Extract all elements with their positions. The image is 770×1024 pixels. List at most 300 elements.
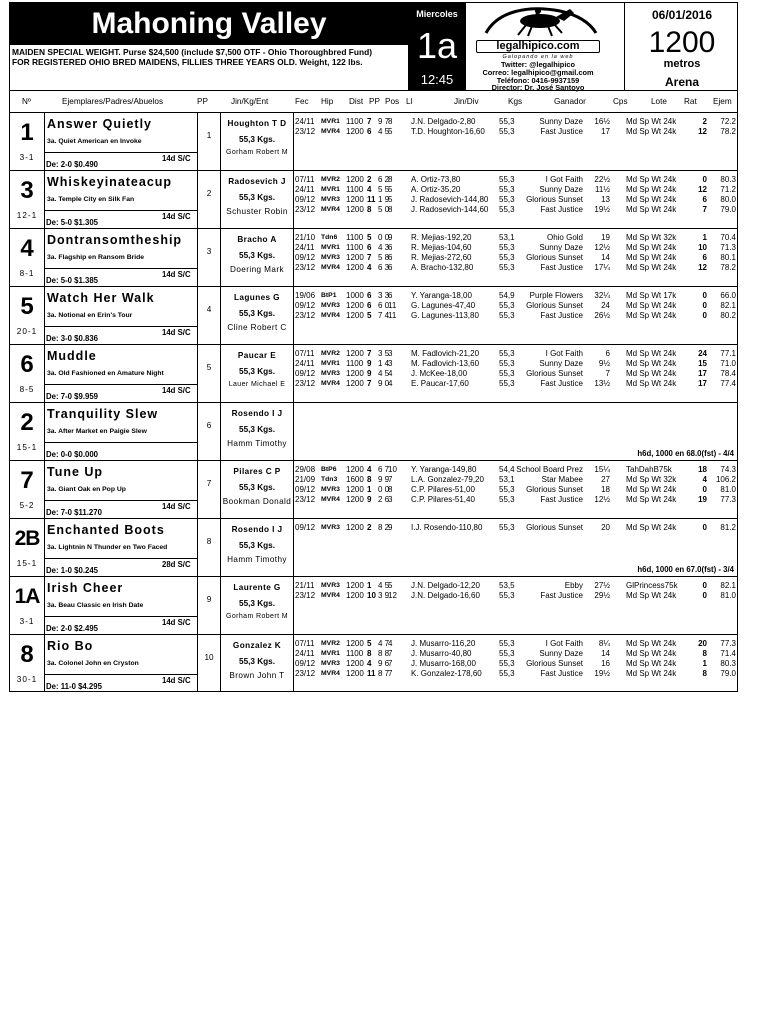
past-race-winner: Sunny Daze [539,649,583,658]
past-race-finish: 4 [388,369,393,378]
past-race-post: 7 [367,379,372,388]
past-race-track: MVR3 [321,660,340,667]
race-day: Miercoles [416,9,458,19]
past-performance-cell [294,345,738,402]
past-performance-cell [294,229,738,286]
horse-record-row [45,500,197,518]
past-race-date: 23/12 [295,263,316,272]
horse-record-row [45,152,197,170]
past-race-margin: 15¼ [594,465,610,474]
legalhipico-logo [468,3,624,91]
past-race-date: 09/12 [295,523,316,532]
past-race-class: Md Sp Wt 24k [626,495,677,504]
past-race-class: Md Sp Wt 24k [626,301,677,310]
race-number: 1a [416,25,458,66]
past-race-winner: Ohio Gold [546,233,583,242]
past-race-class: Md Sp Wt 24k [626,117,677,126]
past-race-rating: 15 [698,359,707,368]
past-race-jockey-dividend: R. Mejias-192,20 [411,233,472,242]
past-race-time: 74.3 [720,465,736,474]
horse-record-row [45,674,197,692]
past-race-finish: 6 [388,291,393,300]
past-race-post: 7 [367,253,372,262]
past-race-row [294,127,738,137]
past-race-finish: 9 [388,233,393,242]
horse-name: Whiskeyinateacup [47,175,173,189]
past-race-distance: 1100 [346,185,364,194]
program-number-cell [10,519,45,576]
past-race-margin: 17 [601,127,610,136]
past-race-class: Md Sp Wt 24k [626,669,677,678]
past-race-date: 21/11 [295,581,315,590]
past-race-weight: 55,3 [499,205,515,214]
col-hip: Hip [321,97,334,106]
past-race-class: Md Sp Wt 32k [626,233,677,242]
past-race-jockey-dividend: C.P. Pilares-51,40 [411,495,475,504]
past-race-finish: 7 [388,659,393,668]
jockey-name: Paucar E [237,351,277,360]
assigned-weight: 55,3 Kgs. [239,135,275,144]
past-race-winner: Glorious Sunset [526,301,583,310]
col-kgs: Kgs [508,97,523,106]
logo-site: legalhipico.com [476,40,600,53]
horse-pedigree: 3a. Old Fashioned en Amature Night [47,370,164,377]
past-race-time: 82.1 [720,301,736,310]
past-race-jockey-dividend: J.N. Delgado-2,80 [411,117,476,126]
past-race-jockey-dividend: C.P. Pilares-51,00 [411,485,475,494]
past-race-time: 72.2 [720,117,736,126]
past-race-row [294,485,738,495]
past-race-jockey-dividend: J. McKee-18,00 [411,369,468,378]
past-race-rating: 20 [698,639,707,648]
past-performance-cell [294,635,738,692]
past-race-finish: 6 [388,253,393,262]
past-race-distance: 1200 [346,311,364,320]
past-race-margin: 16 [601,659,610,668]
jockey-name: Pilares C P [233,467,281,476]
latest-workout: h6d, 1000 en 67.0(fst) - 3/4 [637,565,734,574]
past-race-winner: Star Mabee [541,475,583,484]
past-race-margin: 27½ [594,581,610,590]
past-race-finish: 8 [388,485,393,494]
logo-director: Director: Dr. José Santoyo [491,83,585,92]
past-race-weight: 55,3 [499,649,515,658]
past-race-time: 81.0 [720,591,736,600]
assigned-weight: 55,3 Kgs. [239,309,275,318]
past-race-jockey-dividend: L.A. Gonzalez-79,20 [411,475,484,484]
past-race-jockey-dividend: Y. Yaranga-149,80 [411,465,477,474]
past-race-date: 09/12 [295,369,316,378]
conditions-line-2: FOR REGISTERED OHIO BRED MAIDENS, FILLIES THREE YEARS OLD. Weight, 122 lbs. [12,57,363,67]
past-race-finish: 3 [388,359,393,368]
horse-record-row [45,210,197,228]
past-race-weight: 54,9 [499,291,515,300]
past-performance-cell [294,577,738,634]
past-race-winner: Glorious Sunset [526,659,583,668]
past-race-jockey-dividend: M. Fadlovich-21,20 [411,349,480,358]
past-race-finish: 9 [388,523,393,532]
past-race-rating: 17 [698,369,707,378]
past-race-jockey-dividend: A. Bracho-132,80 [411,263,474,272]
past-race-class: Md Sp Wt 24k [626,205,677,214]
past-race-class: Md Sp Wt 24k [626,311,677,320]
past-race-row [294,591,738,601]
past-race-positions: 6 0 [378,301,390,310]
horse-pedigree: 3a. Giant Oak en Pop Up [47,486,126,493]
post-position: 3 [206,247,212,256]
past-race-winner: Glorious Sunset [526,195,583,204]
past-race-class: Md Sp Wt 24k [626,349,677,358]
past-race-date: 24/11 [295,649,315,658]
past-race-post: 5 [367,233,372,242]
past-race-class: Md Sp Wt 24k [626,639,677,648]
jockey-name: Rosendo I J [231,409,283,418]
past-race-time: 71.3 [720,243,736,252]
past-race-distance: 1200 [346,659,364,668]
program-number: 1A [14,585,40,608]
past-race-post: 9 [367,359,372,368]
past-performance-cell [294,287,738,344]
past-race-post: 1 [367,581,372,590]
past-race-winner: Sunny Daze [539,117,583,126]
past-race-row [294,263,738,273]
past-race-row [294,243,738,253]
past-race-track: MVR3 [321,254,340,261]
past-race-rating: 18 [698,465,707,474]
past-race-finish: 5 [388,185,393,194]
jockey-cell [221,577,294,634]
past-race-distance: 1100 [346,649,364,658]
past-race-weight: 55,3 [499,349,515,358]
past-race-winner: Fast Justice [540,495,583,504]
past-race-distance: 1100 [346,117,364,126]
days-since-race: 14d S/C [162,212,191,221]
col-jockey: Jin/Kg/Ent [231,97,269,106]
past-race-distance: 1200 [346,195,364,204]
past-race-distance: 1200 [346,591,364,600]
past-race-weight: 55,3 [499,359,515,368]
past-race-date: 23/12 [295,669,316,678]
horse-name: Dontransomtheship [47,233,183,247]
past-race-positions: 5 5 [378,185,390,194]
past-race-weight: 55,3 [499,669,515,678]
past-race-winner: Sunny Daze [539,243,583,252]
past-race-track: BtP1 [321,292,337,299]
past-race-date: 24/11 [295,359,315,368]
past-race-weight: 55,3 [499,253,515,262]
logo-phone: Teléfono: 0416-9937159 [496,76,580,85]
past-race-margin: 12½ [594,495,610,504]
jockey-cell [221,229,294,286]
past-race-positions: 9 7 [378,117,390,126]
program-number: 5 [20,293,34,320]
past-race-time: 78.4 [720,369,736,378]
past-race-class: Md Sp Wt 24k [626,175,677,184]
past-race-jockey-dividend: I.J. Rosendo-110,80 [411,523,483,532]
past-race-distance: 1200 [346,263,364,272]
race-sheet [9,2,738,1017]
past-race-track: MVR3 [321,582,340,589]
past-race-distance: 1200 [346,485,364,494]
col-ganador: Ganador [554,97,586,106]
past-race-post: 9 [367,495,372,504]
past-race-track: Tdn3 [321,476,338,483]
past-race-positions: 6 2 [378,175,390,184]
horse-record-row [45,326,197,344]
past-race-rating: 0 [702,291,707,300]
past-race-post: 11 [367,195,376,204]
assigned-weight: 55,3 Kgs. [239,599,275,608]
past-race-row [294,475,738,485]
past-race-positions: 7 4 [378,311,390,320]
past-race-post: 2 [367,175,372,184]
horse-pedigree: 3a. Quiet American en Invoke [47,138,142,145]
past-race-finish: 5 [388,127,393,136]
past-race-row [294,205,738,215]
past-race-distance: 1200 [346,465,364,474]
past-race-positions: 1 4 [378,359,390,368]
past-race-class: Md Sp Wt 24k [626,369,677,378]
past-race-distance: 1200 [346,523,364,532]
horse-entry [9,170,738,228]
post-position-cell [198,171,221,228]
past-race-positions: 4 5 [378,581,390,590]
past-race-distance: 1200 [346,581,364,590]
past-race-jockey-dividend: J. Musarro-116,20 [411,639,476,648]
past-race-time: 66.0 [720,291,736,300]
horse-name: Tune Up [47,465,104,479]
past-race-jockey-dividend: J.N. Delgado-16,60 [411,591,480,600]
trainer-name: Hamm Timothy [227,555,287,564]
past-race-weight: 55,3 [499,117,515,126]
past-race-jockey-dividend: J. Musarro-168,00 [411,659,476,668]
past-race-class: Md Sp Wt 24k [626,523,677,532]
morning-line-odds: 5-2 [19,501,35,510]
program-number-cell [10,345,45,402]
past-race-track: MVR3 [321,196,340,203]
past-performance-cell [294,113,738,170]
past-race-jockey-dividend: T.D. Houghton-16,60 [411,127,485,136]
past-race-post: 6 [367,127,372,136]
past-race-finish: 7 [388,475,393,484]
horse-entry [9,518,738,576]
jockey-cell [221,403,294,460]
past-race-winner: Fast Justice [540,311,583,320]
past-race-track: Tdn6 [321,234,338,241]
past-race-rating: 10 [698,243,707,252]
jockey-cell [221,171,294,228]
program-number: 6 [20,351,34,378]
past-race-weight: 55,3 [499,379,515,388]
past-race-class: Md Sp Wt 24k [626,359,677,368]
past-race-time: 78.2 [720,263,736,272]
past-race-positions: 4 5 [378,369,390,378]
past-race-post: 6 [367,301,372,310]
past-race-winner: Purple Flowers [529,291,583,300]
assigned-weight: 55,3 Kgs. [239,367,275,376]
past-race-margin: 7 [605,369,610,378]
horse-info-cell [45,461,198,518]
jockey-name: Gonzalez K [232,641,282,650]
past-race-weight: 54,4 [499,465,515,474]
past-race-rating: 2 [702,117,707,126]
past-race-distance: 1200 [346,349,364,358]
past-race-weight: 55,3 [499,485,515,494]
past-race-winner: Ebby [564,581,583,590]
past-race-winner: Fast Justice [540,379,583,388]
post-position-cell [198,461,221,518]
past-race-positions: 0 0 [378,233,390,242]
col-cps: Cps [613,97,628,106]
past-race-class: Md Sp Wt 24k [626,127,677,136]
past-race-class: Md Sp Wt 24k [626,379,677,388]
horse-entry [9,576,738,634]
past-race-date: 24/11 [295,243,315,252]
past-race-row [294,465,738,475]
past-race-track: MVR1 [321,244,340,251]
past-race-rating: 12 [698,263,707,272]
horse-record: De: 5-0 $1.385 [46,276,99,285]
post-position-cell [198,635,221,692]
past-race-finish: 11 [388,311,397,320]
logo-email: Correo: legalhipico@gmail.com [482,68,594,77]
past-race-rating: 12 [698,185,707,194]
past-race-track: MVR3 [321,370,340,377]
past-race-margin: 8¼ [598,639,610,648]
past-race-winner: Glorious Sunset [526,485,583,494]
past-performance-cell [294,519,738,576]
past-race-date: 24/11 [295,117,315,126]
past-race-row [294,379,738,389]
past-race-positions: 5 8 [378,253,390,262]
past-race-date: 23/12 [295,495,316,504]
post-position-cell [198,113,221,170]
past-race-distance: 1200 [346,253,364,262]
past-race-jockey-dividend: A. Ortiz-35,20 [411,185,461,194]
past-race-rating: 0 [702,581,707,590]
past-race-class: Md Sp Wt 24k [626,591,677,600]
past-race-winner: Glorious Sunset [526,523,583,532]
horse-info-cell [45,403,198,460]
past-race-margin: 19 [601,233,610,242]
past-race-jockey-dividend: G. Lagunes-113,80 [411,311,479,320]
past-race-date: 23/12 [295,205,316,214]
past-race-rating: 0 [702,485,707,494]
past-race-time: 77.3 [720,639,736,648]
past-race-jockey-dividend: K. Gonzalez-178,60 [411,669,482,678]
past-race-positions: 9 0 [378,379,390,388]
past-race-weight: 55,3 [499,263,515,272]
past-race-row [294,233,738,243]
post-position: 1 [206,131,212,140]
past-race-rating: 12 [698,127,707,136]
past-race-post: 6 [367,291,372,300]
past-race-positions: 4 3 [378,243,390,252]
past-race-jockey-dividend: A. Ortiz-73,80 [411,175,461,184]
past-race-rating: 6 [702,253,707,262]
col-lote: Lote [651,97,667,106]
horse-info-cell [45,635,198,692]
jockey-name: Bracho A [237,235,277,244]
horse-entry [9,344,738,402]
past-race-row [294,117,738,127]
past-race-margin: 26½ [594,311,610,320]
past-race-class: Md Sp Wt 24k [626,243,677,252]
past-race-jockey-dividend: J. Radosevich-144,80 [411,195,489,204]
horse-entry [9,228,738,286]
assigned-weight: 55,3 Kgs. [239,657,275,666]
horse-pedigree: 3a. Colonel John en Cryston [47,660,139,667]
past-race-margin: 32¼ [594,291,610,300]
jockey-cell [221,287,294,344]
past-race-post: 11 [367,669,376,678]
past-race-margin: 14 [601,649,610,658]
post-time: 12:45 [420,72,454,87]
horse-info-cell [45,519,198,576]
horse-pedigree: 3a. After Market en Paigie Slew [47,428,147,435]
jockey-cell [221,519,294,576]
past-performance-cell [294,461,738,518]
past-race-post: 6 [367,243,372,252]
program-number-cell [10,171,45,228]
past-race-finish: 3 [388,495,393,504]
program-number-cell [10,635,45,692]
past-race-margin: 6 [605,349,610,358]
past-race-time: 78.2 [720,127,736,136]
horse-info-cell [45,345,198,402]
past-race-distance: 1200 [346,495,364,504]
past-race-margin: 14 [601,253,610,262]
col-ll: Ll [406,97,413,106]
post-position-cell [198,519,221,576]
past-race-weight: 55,3 [499,127,515,136]
horse-pedigree: 3a. Flagship en Ransom Bride [47,254,145,261]
past-race-row [294,639,738,649]
morning-line-odds: 30-1 [16,675,38,684]
past-race-row [294,301,738,311]
program-number: 3 [20,177,34,204]
past-race-winner: Glorious Sunset [526,253,583,262]
past-race-margin: 18 [601,485,610,494]
days-since-race: 14d S/C [162,328,191,337]
jockey-name: Rosendo I J [231,525,283,534]
program-number-cell [10,287,45,344]
past-race-row [294,523,738,533]
horse-name: Muddle [47,349,97,363]
post-position: 6 [206,421,212,430]
past-race-finish: 6 [388,243,393,252]
past-race-positions: 9 9 [378,475,390,484]
past-race-date: 23/12 [295,379,316,388]
trainer-name: Brown John T [229,671,285,680]
col-fec: Fec [295,97,309,106]
past-race-date: 21/09 [295,475,316,484]
past-race-rating: 0 [702,311,707,320]
past-race-track: MVR4 [321,496,340,503]
post-position-cell [198,345,221,402]
past-race-jockey-dividend: R. Mejias-272,60 [411,253,472,262]
past-race-winner: Sunny Daze [539,359,583,368]
horse-name: Enchanted Boots [47,523,165,537]
horse-name: Irish Cheer [47,581,124,595]
horse-pedigree: 3a. Lightnin N Thunder en Two Faced [47,544,168,551]
past-race-row [294,195,738,205]
past-race-class: TahDahB75k [626,465,672,474]
past-race-post: 9 [367,369,372,378]
past-race-finish: 11 [388,301,397,310]
past-race-rating: 17 [698,379,707,388]
past-race-track: MVR4 [321,380,340,387]
